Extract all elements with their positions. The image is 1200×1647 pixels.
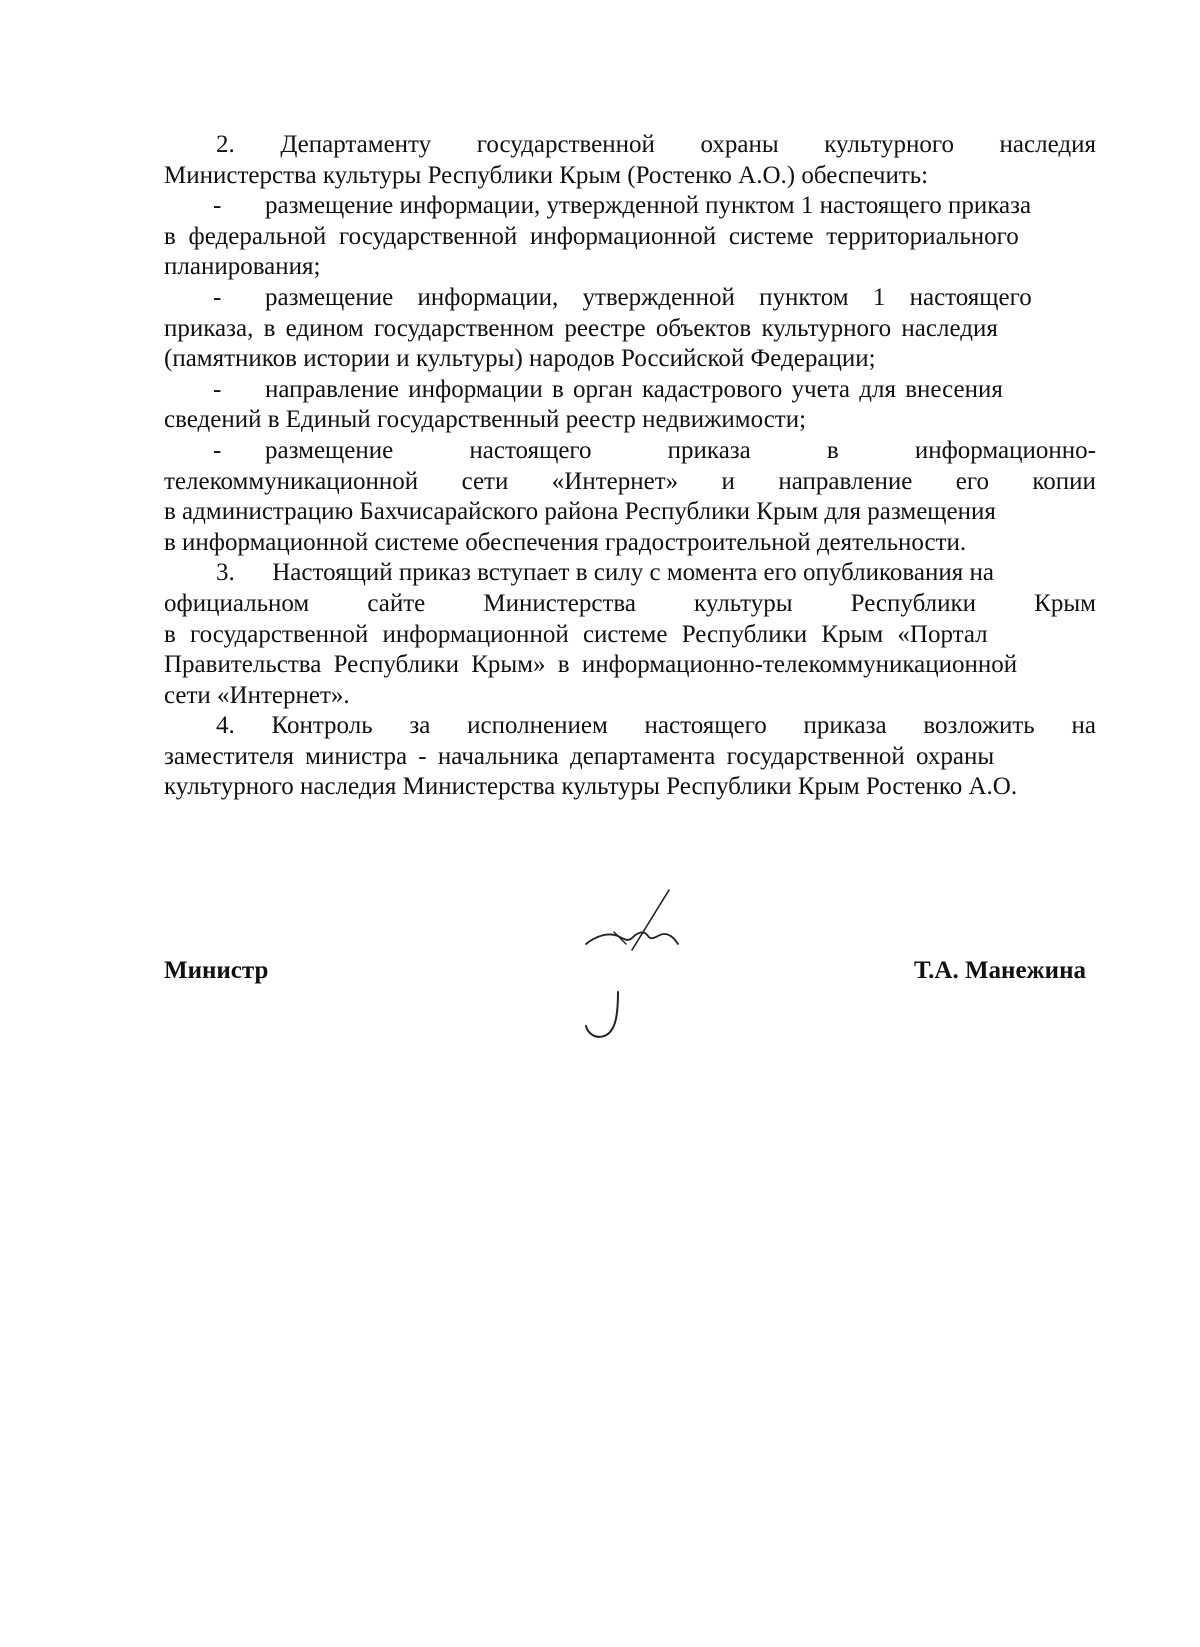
paragraph-line [265,436,1096,467]
word: исполнением [467,712,608,740]
word: Департаменту [280,131,432,158]
word: культурного [824,131,954,158]
signature-block [164,940,1096,1060]
paragraph-2 [164,130,1096,191]
word: государственной [476,131,655,158]
paragraph-line: планирования; [164,253,321,281]
paragraph-line: размещение информации, утвержденной пунктом 1 настоящего [265,283,1032,311]
bullet-item-3 [164,375,1096,436]
paragraph-line [164,711,1096,742]
word: его [955,467,990,495]
paragraph-line [164,589,1096,620]
word: на [1071,712,1096,740]
word: в [826,436,839,464]
word: за [409,712,431,740]
signatory-name: Т.А. Манежина [913,957,1086,984]
paragraph-3 [164,558,1096,711]
paragraph-line: в администрацию Бахчисарайского района Республики Крым для размещения [164,498,996,526]
paragraph-line: направление информации в орган кадастрового учета для внесения [265,375,1003,403]
paragraph-line: Министерства культуры Республики Крым (Ростенко А.О.) обеспечить: [164,161,929,189]
word: направление [778,467,913,495]
word: охраны [700,131,779,158]
word: и [721,467,735,495]
word: настоящего [469,436,592,464]
document-body [164,130,1096,803]
paragraph-number: 2. [216,131,235,158]
paragraph-line: приказа, в едином государственном реестре объектов культурного наследия [164,314,998,342]
word: культуры [694,589,793,617]
word: сайте [367,589,426,617]
paragraph-4 [164,711,1096,803]
word: приказа [803,712,887,740]
paragraph-line: (памятников истории и культуры) народов Российской Федерации; [164,345,876,373]
bullet-dash: - [213,192,222,220]
bullet-item-1 [164,191,1096,283]
word: «Интернет» [551,467,679,495]
paragraph-line: культурного наследия Министерства культуры Республики Крым Ростенко А.О. [164,773,1018,801]
paragraph-line: размещение информации, утвержденной пунктом 1 настоящего приказа [265,192,1032,220]
bullet-dash: - [213,436,222,464]
paragraph-line: сведений в Единый государственный реестр недвижимости; [164,406,807,434]
word: Контроль [271,712,373,740]
paragraph-line [164,467,1096,498]
word: размещение [265,436,394,464]
paragraph-line: заместителя министра - начальника департамента государственной охраны [164,742,995,770]
word: Республики [850,589,977,617]
word: Крым [1034,589,1096,617]
word: приказа [667,436,751,464]
word: настоящего [644,712,767,740]
bullet-dash: - [213,283,222,311]
paragraph-number: 4. [216,712,235,740]
paragraph-line: сети «Интернет». [164,681,350,709]
word: сети [461,467,509,495]
paragraph-line [164,130,1096,161]
word: Министерства [483,589,636,617]
paragraph-line: Правительства Республики Крым» в информационно-телекоммуникационной [164,651,1018,679]
paragraph-line: в информационной системе обеспечения градостроительной деятельности. [164,528,967,556]
paragraph-line: в федеральной государственной информационной системе территориального [164,222,1019,250]
word: наследия [999,131,1096,158]
word: копии [1032,467,1096,495]
word: телекоммуникационной [164,467,419,495]
word: возложить [923,712,1035,740]
bullet-item-2 [164,283,1096,375]
paragraph-line: в государственной информационной системе Республики Крым «Портал [164,620,988,648]
paragraph-line: 3. Настоящий приказ вступает в силу с момента его опубликования на [216,559,994,587]
word: информационно- [914,436,1096,464]
signatory-title: Министр [164,957,269,984]
bullet-item-4 [164,436,1096,558]
word: официальном [164,589,310,617]
bullet-dash: - [213,375,222,403]
handwritten-signature [574,882,704,1042]
